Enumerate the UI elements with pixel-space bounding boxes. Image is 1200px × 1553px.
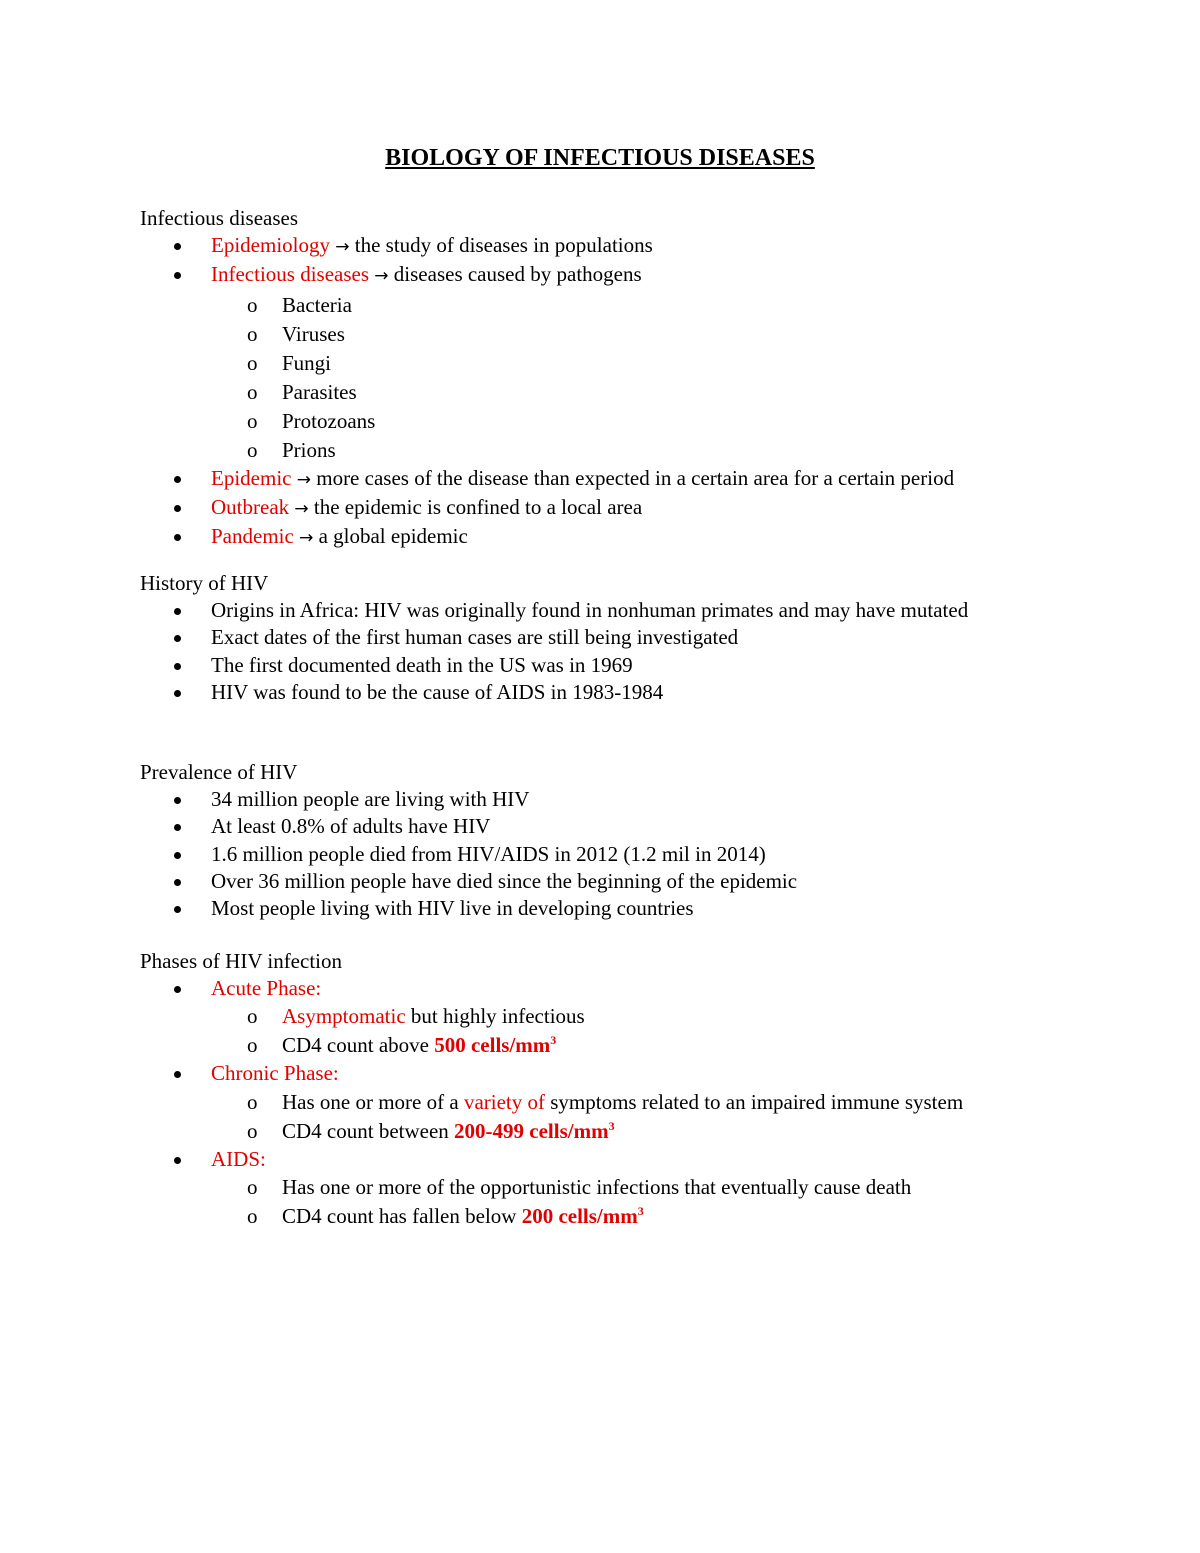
cd4-value [522,1204,644,1228]
sub-list-item [140,407,1100,436]
pathogen-label: Fungi [282,350,332,375]
definition: the study of diseases in populations [349,233,653,257]
sub-list-item [140,1002,1100,1031]
list-item-acute-phase [140,975,1100,1060]
list-item [140,813,1100,840]
pathogen-label: Bacteria [282,292,352,317]
item-text: CD4 count between [282,1118,455,1143]
bullet-icon [174,243,181,250]
cd4-value-text: 200-499 cells/mm [454,1118,609,1143]
section-history-of-hiv [140,569,1100,706]
document-title: BIOLOGY OF INFECTIOUS DISEASES [385,145,815,171]
pathogen-label: Prions [282,437,336,462]
sub-list [211,291,1100,465]
list-item-chronic-phase [140,1060,1100,1145]
sub-list-item [140,1202,1100,1231]
superscript: 3 [608,1118,615,1133]
item-text: Has one or more of a [282,1089,464,1114]
list-item [140,494,1100,523]
item-text: HIV was found to be the cause of AIDS in 1983-1984 [211,679,664,704]
sub-list-item [140,1173,1100,1202]
item-text: 1.6 million people died from HIV/AIDS in 2012 (1.2 mil in 2014) [211,841,766,866]
arrow-right-icon: → [294,498,309,519]
bullet-list [140,786,1100,922]
circle-bullet-icon: o [247,1118,258,1143]
section-heading: Phases of HIV infection [140,949,342,973]
bullet-icon [174,824,181,831]
definition: the epidemic is confined to a local area [308,494,643,519]
superscript: 3 [550,1033,557,1048]
pathogen-label: Protozoans [282,408,376,433]
bullet-icon [174,879,181,886]
bullet-icon [174,476,181,483]
list-item [140,261,1100,464]
list-item [140,868,1100,895]
list-item [140,652,1100,679]
item-text: CD4 count has fallen below [282,1203,522,1228]
section-phases-of-hiv [140,947,1100,1231]
section-heading: History of HIV [140,571,269,595]
superscript: 3 [637,1203,644,1218]
sub-list-item [140,349,1100,378]
section-prevalence-of-hiv [140,758,1100,922]
arrow-right-icon: → [296,469,311,490]
item-text: Most people living with HIV live in developing countries [211,896,694,921]
circle-bullet-icon: o [247,379,258,404]
sub-list-item [140,1088,1100,1117]
circle-bullet-icon: o [247,1033,258,1058]
term: Asymptomatic [282,1004,406,1029]
bullet-icon [174,663,181,670]
sub-list-item [140,320,1100,349]
item-text: Origins in Africa: HIV was originally found in nonhuman primates and may have mutated [211,598,969,622]
item-text: Over 36 million people have died since the beginning of the epidemic [211,868,798,893]
circle-bullet-icon: o [247,1203,258,1228]
circle-bullet-icon: o [247,292,258,317]
circle-bullet-icon: o [247,1089,258,1114]
list-item [140,841,1100,868]
list-item [140,624,1100,651]
phase-label: Chronic Phase: [211,1061,339,1086]
bullet-icon [174,852,181,859]
phase-label: Acute Phase: [211,976,322,1000]
bullet-icon [174,608,181,615]
pathogen-label: Viruses [282,321,345,346]
item-text: At least 0.8% of adults have HIV [211,814,491,839]
bullet-icon [174,906,181,913]
sub-list [211,1088,1100,1146]
item-text: Exact dates of the first human cases are still being investigated [211,625,739,650]
cd4-value-text: 200 cells/mm [521,1203,638,1228]
item-text: CD4 count above [282,1033,435,1058]
term: variety of [463,1089,545,1114]
list-item [140,523,1100,552]
bullet-icon [174,534,181,541]
list-item [140,895,1100,922]
cd4-value [434,1033,556,1057]
term: Outbreak [211,494,290,519]
list-item [140,232,1100,261]
definition: more cases of the disease than expected in a certain area for a certain period [310,465,955,490]
cd4-value-text: 500 cells/mm [434,1033,551,1058]
list-item [140,465,1100,494]
section-heading: Infectious diseases [140,206,299,230]
list-item [140,786,1100,813]
circle-bullet-icon: o [247,408,258,433]
section-heading: Prevalence of HIV [140,760,298,784]
circle-bullet-icon: o [247,321,258,346]
pathogen-label: Parasites [282,379,357,404]
phase-label: AIDS: [211,1146,266,1171]
item-text: but highly infectious [405,1004,585,1029]
circle-bullet-icon: o [247,1004,258,1029]
arrow-right-icon: → [374,266,389,287]
term: Pandemic [211,524,294,549]
term: Epidemiology [211,233,330,257]
sub-list [211,1002,1100,1060]
list-item-aids [140,1146,1100,1231]
bullet-list [140,975,1100,1231]
sub-list-item [140,378,1100,407]
item-text: 34 million people are living with HIV [211,787,530,811]
circle-bullet-icon: o [247,1174,258,1199]
term: Epidemic [211,465,292,490]
bullet-icon [174,635,181,642]
bullet-icon [174,1071,181,1078]
circle-bullet-icon: o [247,437,258,462]
arrow-right-icon: → [299,528,314,549]
sub-list-item [140,1117,1100,1146]
arrow-right-icon: → [335,237,350,257]
bullet-icon [174,797,181,804]
bullet-icon [174,690,181,697]
sub-list-item [140,1031,1100,1060]
section-infectious-diseases [140,204,1100,552]
bullet-icon [174,1157,181,1164]
sub-list-item [140,436,1100,465]
cd4-value [454,1119,615,1143]
term: Infectious diseases [211,262,370,287]
sub-list-item [140,291,1100,320]
definition: a global epidemic [313,524,468,549]
item-text: Has one or more of the opportunistic infections that eventually cause death [282,1174,912,1199]
sub-list [211,1173,1100,1231]
bullet-list [140,232,1100,552]
circle-bullet-icon: o [247,350,258,375]
list-item [140,597,1001,624]
bullet-icon [174,505,181,512]
item-text: symptoms related to an impaired immune system [544,1089,964,1114]
bullet-icon [174,272,181,279]
bullet-icon [174,986,181,993]
item-text: The first documented death in the US was in 1969 [211,652,633,677]
list-item [140,679,1100,706]
bullet-list [140,597,1100,706]
definition: diseases caused by pathogens [388,262,642,287]
